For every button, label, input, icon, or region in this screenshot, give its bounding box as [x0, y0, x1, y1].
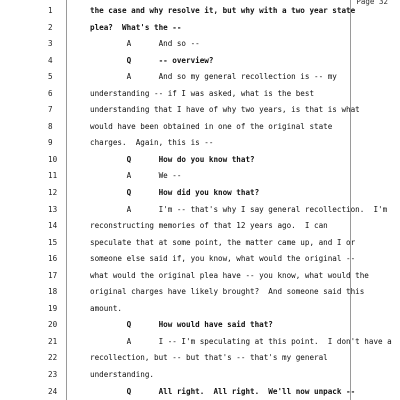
- line-text: A We --: [90, 171, 182, 181]
- line-number: 22: [48, 353, 58, 363]
- line-text: plea? What's the --: [90, 22, 182, 32]
- line-number: 17: [48, 270, 58, 280]
- line-text: amount.: [90, 303, 123, 313]
- transcript-line: [0, 317, 400, 334]
- transcript-line: [0, 168, 400, 185]
- line-number: 16: [48, 254, 58, 264]
- line-text: charges. Again, this is --: [90, 138, 214, 148]
- transcript-line: [0, 218, 400, 235]
- page-number-header: Page 32: [356, 0, 388, 6]
- line-number: 2: [48, 22, 53, 32]
- line-number: 7: [48, 105, 53, 115]
- transcript-line: [0, 86, 400, 103]
- transcript-line: [0, 69, 400, 86]
- line-text: would have been obtained in one of the original state: [90, 121, 333, 131]
- line-number: 8: [48, 121, 53, 131]
- line-number: 20: [48, 320, 58, 330]
- line-number: 3: [48, 39, 53, 49]
- transcript-lines: [0, 3, 400, 400]
- transcript-line: [0, 202, 400, 219]
- line-text: understanding -- if I was asked, what is the best: [90, 88, 315, 98]
- line-number: 11: [48, 171, 58, 181]
- line-text: Q -- overview?: [90, 55, 214, 65]
- line-number: 5: [48, 72, 53, 82]
- line-text: understanding.: [90, 370, 155, 380]
- transcript-line: [0, 367, 400, 384]
- line-text: original charges have likely brought? And someone said this: [90, 287, 365, 297]
- transcript-line: [0, 284, 400, 301]
- line-text: A I -- I'm speculating at this point. I don't have a: [90, 336, 392, 346]
- line-number: 9: [48, 138, 53, 148]
- line-number: 15: [48, 237, 58, 247]
- line-text: reconstructing memories of that 12 years ago. I can: [90, 221, 328, 231]
- line-text: Q How did you know that?: [90, 188, 260, 198]
- line-text: speculate that at some point, the matter came up, and I or: [90, 237, 356, 247]
- transcript-line: [0, 334, 400, 351]
- line-number: 21: [48, 336, 58, 346]
- line-text: A And so --: [90, 39, 200, 49]
- transcript-line: [0, 301, 400, 318]
- line-text: Q All right. All right. We'll now unpack --: [90, 386, 356, 396]
- transcript-line: [0, 384, 400, 400]
- line-text: the case and why resolve it, but why with a two year state: [90, 6, 356, 15]
- line-number: 19: [48, 303, 58, 313]
- transcript-line: [0, 268, 400, 285]
- line-number: 18: [48, 287, 58, 297]
- line-number: 10: [48, 154, 58, 164]
- line-number: 24: [48, 386, 58, 396]
- line-text: Q How do you know that?: [90, 154, 255, 164]
- transcript-line: [0, 185, 400, 202]
- line-text: Q How would have said that?: [90, 320, 273, 330]
- transcript-line: [0, 102, 400, 119]
- line-text: someone else said if, you know, what would the original --: [90, 254, 356, 264]
- line-text: A I'm -- that's why I say general recollection. I'm: [90, 204, 388, 214]
- line-number: 1: [48, 6, 53, 15]
- line-number: 12: [48, 188, 58, 198]
- line-number: 6: [48, 88, 53, 98]
- transcript-line: [0, 53, 400, 70]
- line-text: what would the original plea have -- you know, what would the: [90, 270, 369, 280]
- transcript-line: [0, 251, 400, 268]
- transcript-line: [0, 350, 400, 367]
- transcript-line: [0, 119, 400, 136]
- line-number: 23: [48, 370, 58, 380]
- line-number: 14: [48, 221, 58, 231]
- transcript-line: [0, 20, 400, 37]
- line-text: recollection, but -- but that's -- that's my general: [90, 353, 328, 363]
- line-number: 13: [48, 204, 58, 214]
- transcript-line: [0, 36, 400, 53]
- line-number: 4: [48, 55, 53, 65]
- line-text: understanding that I have of why two years, is that is what: [90, 105, 360, 115]
- transcript-line: [0, 135, 400, 152]
- line-text: A And so my general recollection is -- my: [90, 72, 337, 82]
- transcript-line: [0, 235, 400, 252]
- transcript-line: [0, 3, 400, 20]
- transcript-line: [0, 152, 400, 169]
